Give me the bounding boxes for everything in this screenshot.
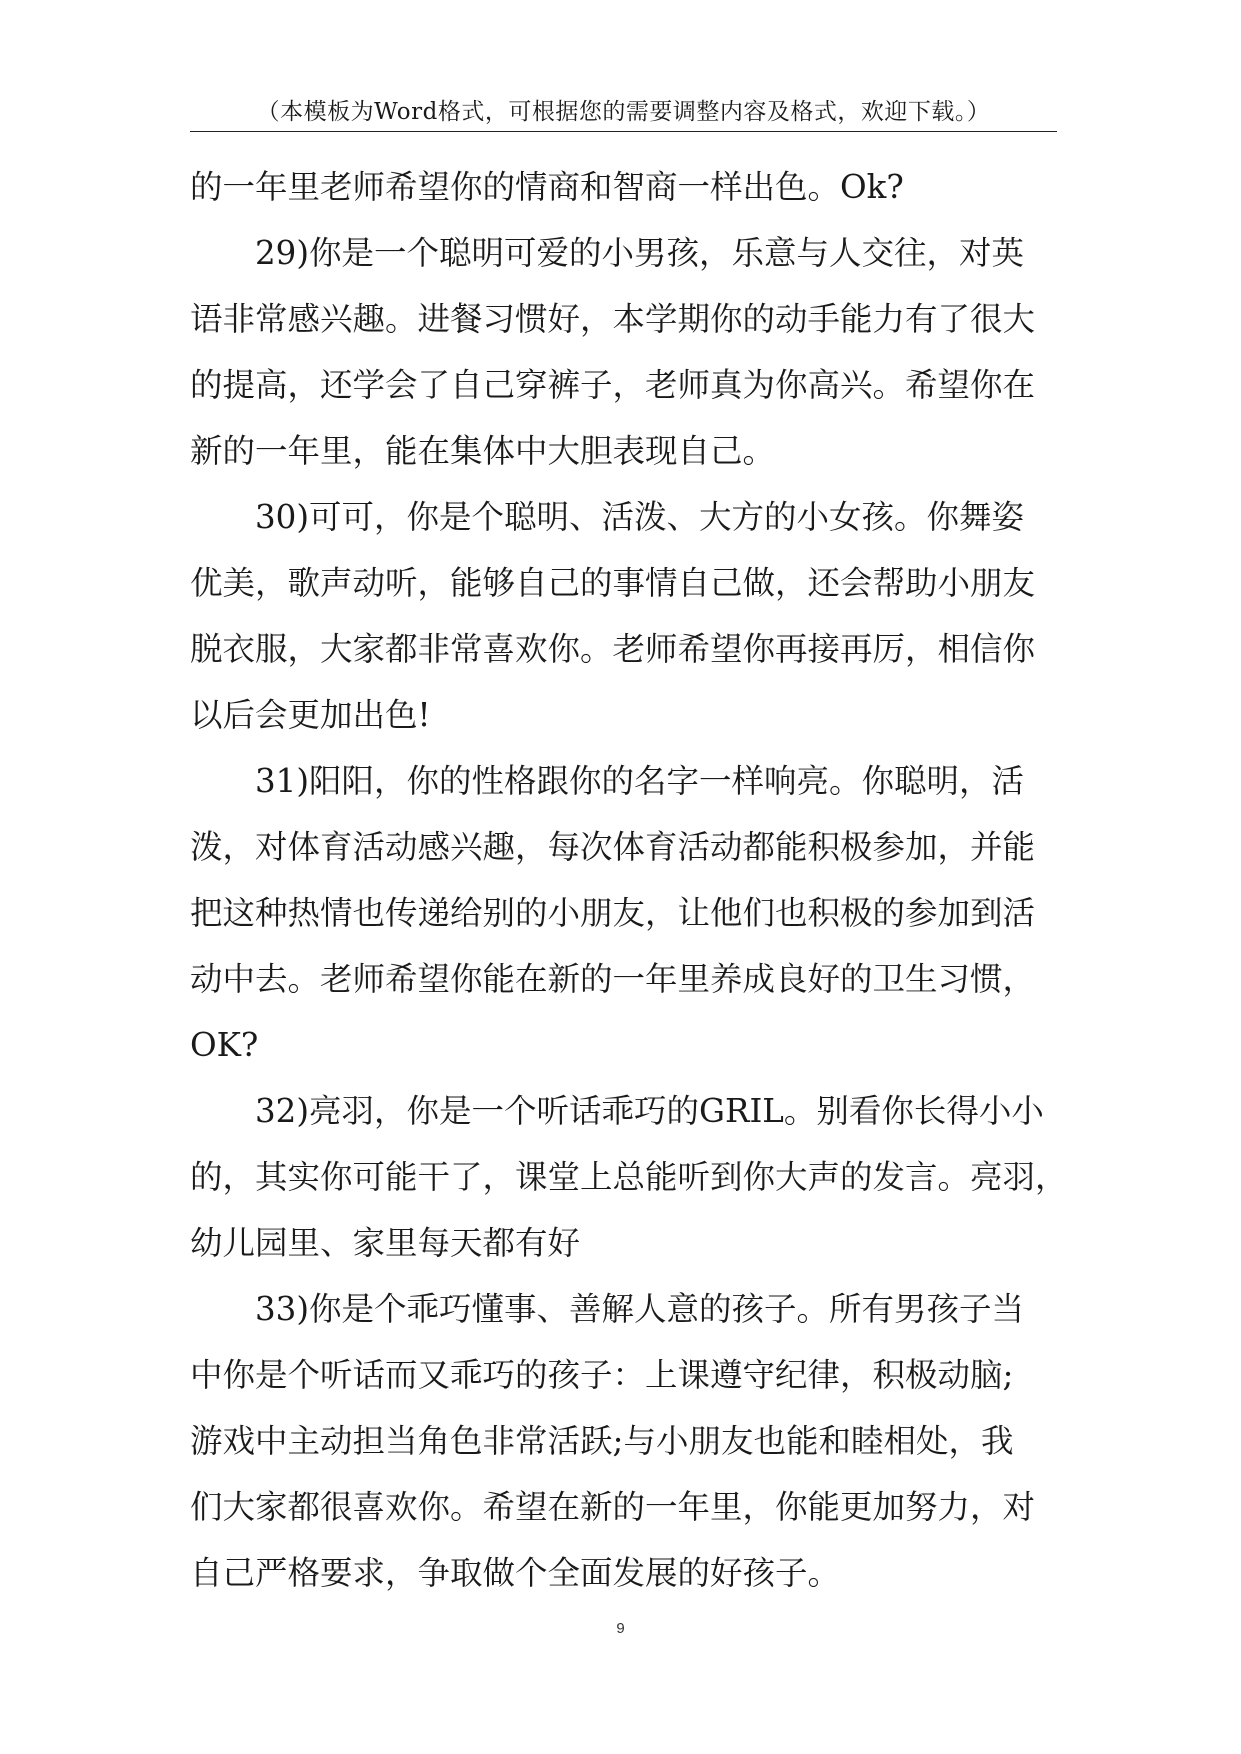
text-line: 动中去。老师希望你能在新的一年里养成良好的卫生习惯， — [190, 960, 1036, 998]
document-body — [190, 154, 1068, 1606]
header-divider — [190, 131, 1057, 132]
text-line: 自己严格要求，争取做个全面发展的好孩子。 — [190, 1554, 841, 1592]
text-line: 们大家都很喜欢你。希望在新的一年里，你能更加努力，对 — [190, 1488, 1036, 1526]
text-line: 的一年里老师希望你的情商和智商一样出色。Ok? — [190, 168, 904, 206]
page-header: （本模板为Word格式，可根据您的需要调整内容及格式，欢迎下载。） — [256, 99, 991, 125]
text-line: 幼儿园里、家里每天都有好 — [190, 1224, 581, 1262]
text-line: 31)阳阳，你的性格跟你的名字一样响亮。你聪明，活 — [255, 762, 1025, 800]
text-line: OK? — [190, 1026, 259, 1064]
text-line: 新的一年里，能在集体中大胆表现自己。 — [190, 432, 776, 470]
text-line: 泼，对体育活动感兴趣，每次体育活动都能积极参加，并能 — [190, 828, 1036, 866]
text-line: 32)亮羽，你是一个听话乖巧的GRIL。别看你长得小小 — [255, 1092, 1044, 1130]
page-number: 9 — [616, 1620, 625, 1637]
text-line: 的，其实你可能干了，课堂上总能听到你大声的发言。亮羽， — [190, 1158, 1068, 1196]
text-line: 中你是个听话而又乖巧的孩子：上课遵守纪律，积极动脑; — [190, 1356, 1014, 1394]
text-line: 优美，歌声动听，能够自己的事情自己做，还会帮助小朋友 — [190, 564, 1036, 602]
text-line: 30)可可，你是个聪明、活泼、大方的小女孩。你舞姿 — [255, 498, 1025, 536]
text-line: 把这种热情也传递给别的小朋友，让他们也积极的参加到活 — [190, 894, 1036, 932]
text-line: 33)你是个乖巧懂事、善解人意的孩子。所有男孩子当 — [255, 1290, 1025, 1328]
text-line: 29)你是一个聪明可爱的小男孩，乐意与人交往，对英 — [255, 234, 1025, 272]
text-line: 游戏中主动担当角色非常活跃;与小朋友也能和睦相处，我 — [190, 1422, 1014, 1460]
text-line: 语非常感兴趣。进餐习惯好，本学期你的动手能力有了很大 — [190, 300, 1036, 338]
text-line: 的提高，还学会了自己穿裤子，老师真为你高兴。希望你在 — [190, 366, 1036, 404]
text-line: 脱衣服，大家都非常喜欢你。老师希望你再接再厉，相信你 — [190, 630, 1036, 668]
text-line: 以后会更加出色! — [190, 696, 431, 734]
